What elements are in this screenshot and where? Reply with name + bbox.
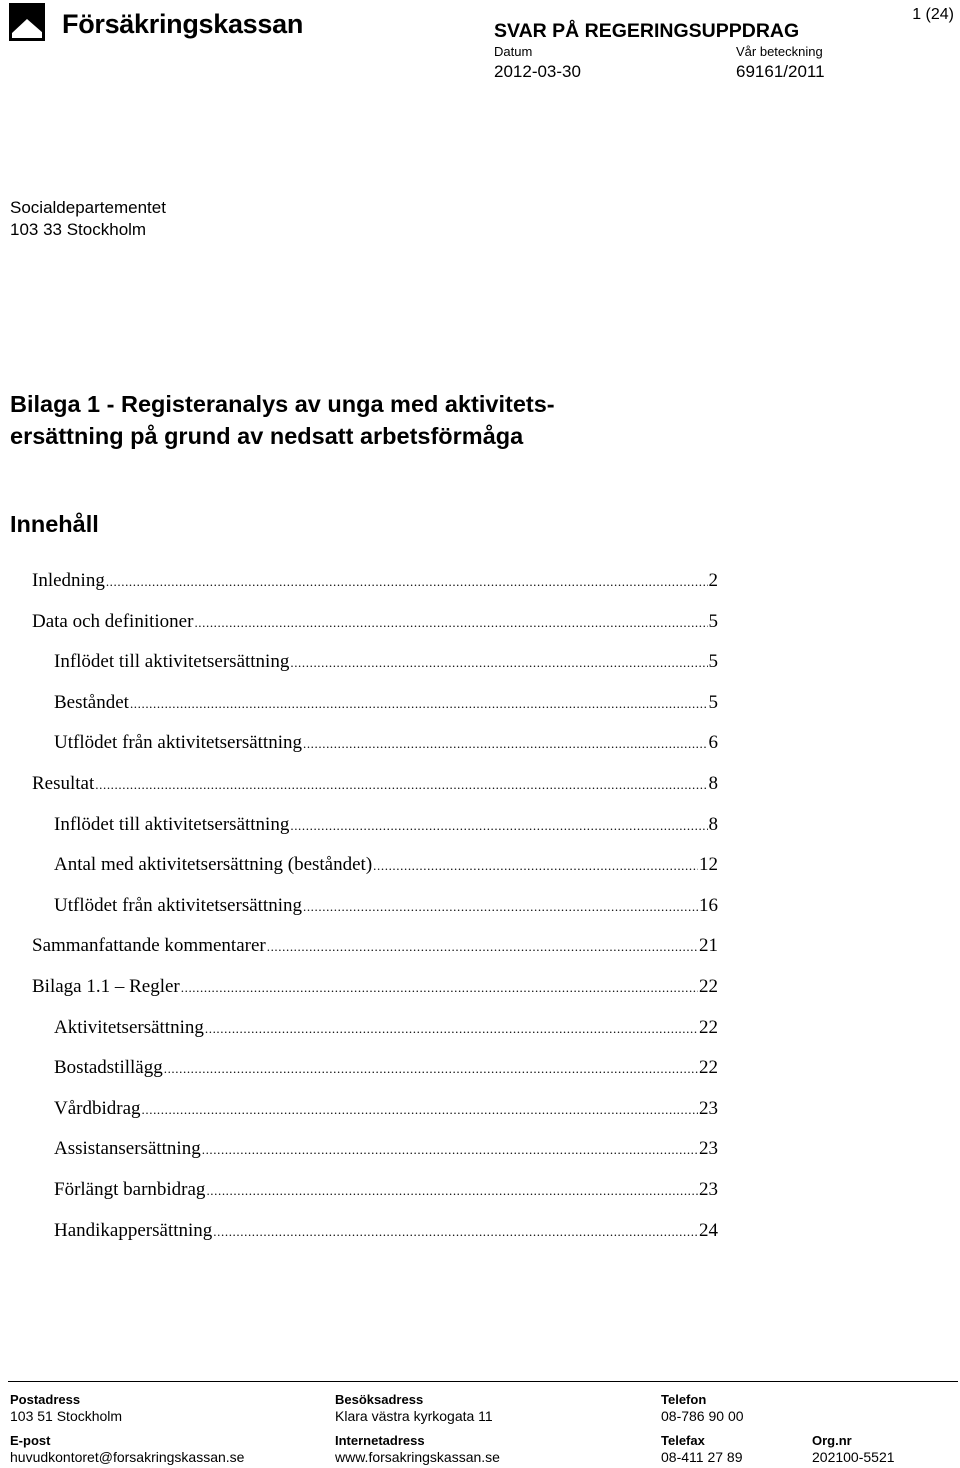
toc-entry-title: Assistansersättning (54, 1138, 201, 1159)
toc-entry[interactable] (32, 611, 718, 641)
logo-mark-icon (9, 3, 45, 41)
toc-entry-page: 21 (699, 935, 718, 956)
title-line-1: Bilaga 1 - Registeranalys av unga med aktivitets- (10, 391, 555, 417)
toc-heading: Innehåll (10, 511, 99, 537)
toc-leader-dots (95, 777, 707, 793)
toc-entry-title: Inflödet till aktivitetsersättning (54, 814, 290, 835)
toc-leader-dots (213, 1224, 698, 1240)
toc-leader-dots (205, 1021, 698, 1037)
toc-entry-title: Vårdbidrag (54, 1098, 141, 1119)
toc-entry[interactable] (54, 854, 718, 884)
toc-leader-dots (130, 696, 708, 712)
toc-entry-title: Bostadstillägg (54, 1057, 163, 1078)
toc-entry-page: 23 (699, 1138, 718, 1159)
toc-entry-page: 12 (699, 854, 718, 875)
toc-entry-page: 5 (708, 611, 718, 632)
toc-leader-dots (194, 615, 707, 631)
toc-entry-title: Sammanfattande kommentarer (32, 935, 266, 956)
toc-entry-page: 5 (708, 692, 718, 713)
postal-value: 103 51 Stockholm (10, 1408, 123, 1424)
toc-leader-dots (206, 1183, 698, 1199)
toc-entry-page: 8 (708, 773, 718, 794)
postal-label: Postadress (10, 1392, 81, 1407)
web-value[interactable]: www.forsakringskassan.se (335, 1449, 500, 1465)
logo-wordmark: Försäkringskassan (62, 9, 304, 39)
web-label: Internetadress (335, 1433, 425, 1448)
toc-entry-title: Utflödet från aktivitetsersättning (54, 895, 302, 916)
toc-entry[interactable] (32, 773, 718, 803)
toc-entry[interactable] (32, 570, 718, 600)
toc-entry-page: 22 (699, 1017, 718, 1038)
toc-entry-page: 6 (708, 732, 718, 753)
page-indicator: 1 (24) (912, 6, 954, 23)
toc-leader-dots (303, 899, 698, 915)
toc-entry-title: Aktivitetsersättning (54, 1017, 204, 1038)
document-title (10, 388, 650, 452)
toc-leader-dots (373, 858, 698, 874)
reference-value: 69161/2011 (736, 62, 825, 81)
toc-entry[interactable] (54, 1057, 718, 1087)
reference-label: Vår beteckning (736, 44, 823, 59)
toc-entry[interactable] (54, 895, 718, 925)
toc-entry-title: Förlängt barnbidrag (54, 1179, 206, 1200)
toc-entry[interactable] (54, 1098, 718, 1128)
title-line-2: ersättning på grund av nedsatt arbetsförmåga (10, 423, 524, 449)
toc-entry-page: 22 (699, 976, 718, 997)
toc-entry[interactable] (54, 732, 718, 762)
toc-entry[interactable] (54, 1017, 718, 1047)
toc-entry-title: Inledning (32, 570, 105, 591)
org-value: 202100-5521 (812, 1449, 895, 1465)
toc-entry-page: 23 (699, 1098, 718, 1119)
toc-entry[interactable] (54, 1138, 718, 1168)
toc-entry-page: 5 (708, 651, 718, 672)
recipient-line-1: Socialdepartementet (10, 198, 166, 217)
toc-entry[interactable] (54, 651, 718, 681)
toc-leader-dots (303, 736, 708, 752)
document-type: SVAR PÅ REGERINGSUPPDRAG (494, 20, 800, 42)
toc-entry-title: Handikappersättning (54, 1220, 213, 1241)
visit-label: Besöksadress (335, 1392, 424, 1407)
toc-leader-dots (164, 1061, 698, 1077)
toc-leader-dots (267, 939, 698, 955)
toc-entry-title: Bilaga 1.1 – Regler (32, 976, 180, 997)
toc-entry-title: Resultat (32, 773, 95, 794)
toc-entry[interactable] (54, 814, 718, 844)
toc-entry-page: 8 (708, 814, 718, 835)
toc-entry[interactable] (32, 976, 718, 1006)
org-label: Org.nr (812, 1433, 852, 1448)
toc-leader-dots (181, 980, 698, 996)
email-value[interactable]: huvudkontoret@forsakringskassan.se (10, 1449, 245, 1465)
recipient-line-2: 103 33 Stockholm (10, 220, 147, 239)
toc-entry[interactable] (32, 935, 718, 965)
toc-leader-dots (290, 818, 707, 834)
toc-entry-title: Beståndet (54, 692, 129, 713)
toc-leader-dots (202, 1142, 698, 1158)
phone-value: 08-786 90 00 (661, 1408, 744, 1424)
email-label: E-post (10, 1433, 51, 1448)
toc-entry-page: 23 (699, 1179, 718, 1200)
toc-entry-title: Antal med aktivitetsersättning (beståndet) (54, 854, 373, 875)
toc-entry-page: 2 (708, 570, 718, 591)
footer-divider (8, 1381, 958, 1382)
toc-leader-dots (106, 574, 708, 590)
fax-label: Telefax (661, 1433, 705, 1448)
date-label: Datum (494, 44, 533, 59)
toc-leader-dots (290, 655, 707, 671)
toc-entry-page: 16 (699, 895, 718, 916)
toc-entry[interactable] (54, 1220, 718, 1250)
toc-entry-title: Data och definitioner (32, 611, 194, 632)
toc-entry[interactable] (54, 1179, 718, 1209)
toc-entry-title: Inflödet till aktivitetsersättning (54, 651, 290, 672)
toc-entry-page: 22 (699, 1057, 718, 1078)
toc-leader-dots (142, 1102, 698, 1118)
phone-label: Telefon (661, 1392, 707, 1407)
toc-entry-title: Utflödet från aktivitetsersättning (54, 732, 302, 753)
date-value: 2012-03-30 (494, 62, 581, 81)
toc-entry-page: 24 (699, 1220, 718, 1241)
fax-value: 08-411 27 89 (661, 1449, 743, 1465)
toc-entry[interactable] (54, 692, 718, 722)
visit-value: Klara västra kyrkogata 11 (335, 1408, 493, 1424)
